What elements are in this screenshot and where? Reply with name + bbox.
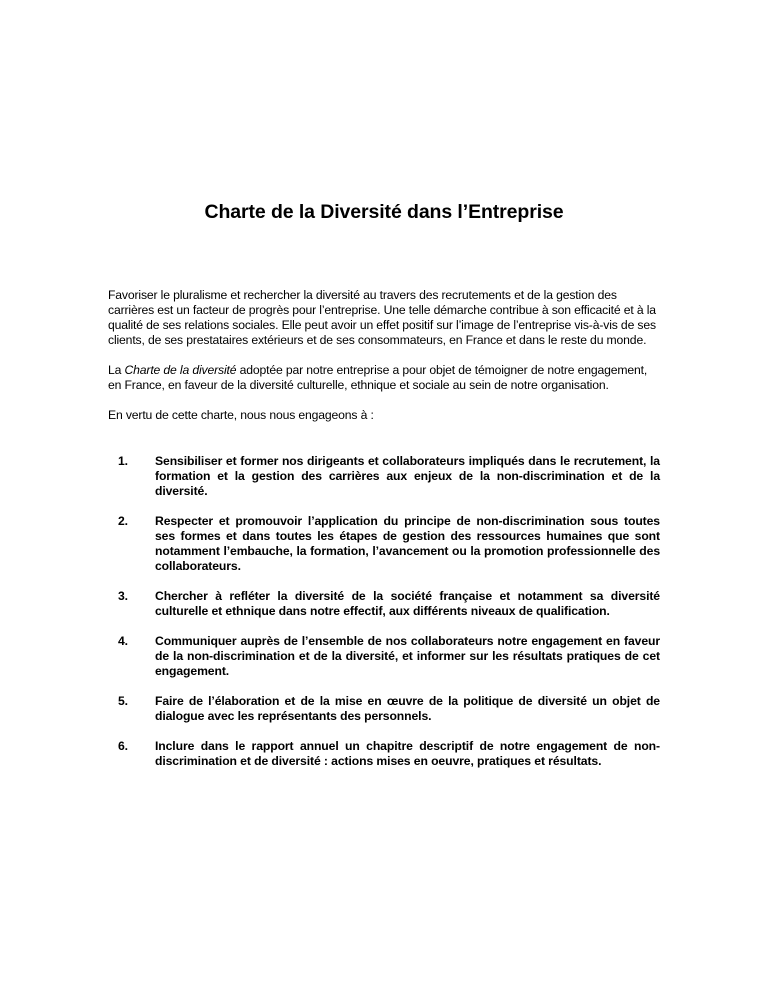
commitment-item — [118, 694, 660, 724]
commitment-item — [118, 634, 660, 679]
commitment-text: Respecter et promouvoir l’application du principe de non-discrimination sous toutes ses formes et dans toutes les étapes de gestion des ressources humaines que sont notamment l’embauche, la formation, l’avancement ou la promotion professionnelle des collaborateurs. — [155, 514, 660, 573]
commitment-number: 3. — [118, 589, 128, 603]
commitment-number: 4. — [118, 634, 128, 648]
commitment-number: 5. — [118, 694, 128, 708]
commitment-text: Faire de l’élaboration et de la mise en œuvre de la politique de diversité un objet de dialogue avec les représentants des personnels. — [155, 694, 660, 723]
document-body — [108, 288, 660, 438]
commitment-item — [118, 514, 660, 574]
charter-paragraph-prefix: La — [108, 363, 125, 377]
commitment-number: 1. — [118, 454, 128, 468]
commitment-item — [118, 589, 660, 619]
commitment-item — [118, 454, 660, 499]
lead-in-paragraph: En vertu de cette charte, nous nous engageons à : — [108, 408, 374, 422]
commitment-text: Chercher à refléter la diversité de la société française et notamment sa diversité culturelle et ethnique dans notre effectif, aux différents niveaux de qualification. — [155, 589, 660, 618]
commitment-number: 2. — [118, 514, 128, 528]
charter-paragraph — [108, 363, 660, 393]
charter-name-emphasis: Charte de la diversité — [124, 363, 237, 377]
commitment-text: Sensibiliser et former nos dirigeants et collaborateurs impliqués dans le recrutement, la formation et la gestion des carrières aux enjeux de la non-discrimination et de la diversité. — [155, 454, 660, 498]
charter-paragraph-suffix: adoptée par notre entreprise a pour objet de témoigner de notre engagement, en France, en faveur de la diversité culturelle, ethnique et sociale au sein de notre organisation. — [108, 363, 648, 392]
commitment-text: Communiquer auprès de l’ensemble de nos collaborateurs notre engagement en faveur de la non-discrimination et de la diversité, et informer sur les résultats pratiques de cet engagement. — [155, 634, 660, 678]
commitment-text: Inclure dans le rapport annuel un chapitre descriptif de notre engagement de non-discrimination et de diversité : actions mises en oeuvre, pratiques et résultats. — [155, 739, 660, 768]
commitment-item — [118, 739, 660, 769]
commitments-list — [118, 454, 660, 784]
document-title: Charte de la Diversité dans l’Entreprise — [204, 201, 564, 223]
commitment-number: 6. — [118, 739, 128, 753]
intro-paragraph: Favoriser le pluralisme et rechercher la diversité au travers des recrutements et de la gestion des carrières est un facteur de progrès pour l’entreprise. Une telle démarche contribue à son efficacité et à la qualité de ses relations sociales. Elle peut avoir un effet positif sur l’image de l’entreprise vis-à-vis de ses clients, de ses prestataires extérieurs et de ses consommateurs, en France et dans le reste du monde. — [108, 288, 656, 347]
